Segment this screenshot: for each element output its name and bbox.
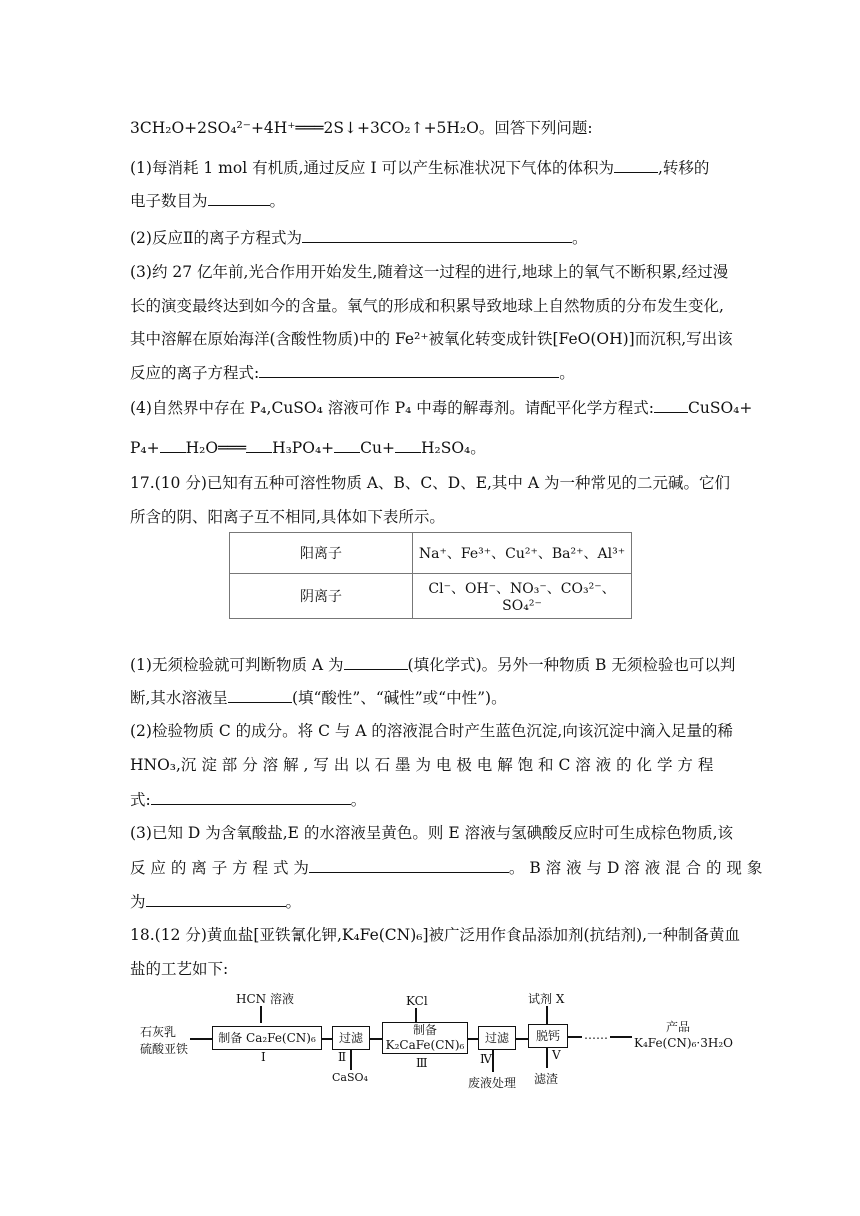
- q16-p2-text: (2)反应Ⅱ的离子方程式为: [130, 229, 302, 247]
- arrow: [546, 1006, 548, 1024]
- q17-p1-text2: (填化学式)。另外一种物质 B 无须检验也可以判: [407, 656, 736, 674]
- q17-part3-line3: [130, 891, 730, 912]
- arrow: [350, 1050, 352, 1070]
- arrow: [370, 1038, 382, 1040]
- step-decalcify: 脱钙: [528, 1024, 568, 1048]
- q16-p1-text3: 电子数目为: [130, 192, 208, 210]
- cation-list: Na⁺、Fe³⁺、Cu²⁺、Ba²⁺、Al³⁺: [413, 533, 632, 574]
- arrow: [260, 1006, 262, 1023]
- output-caso4: CaSO₄: [332, 1071, 368, 1084]
- q17-p3-text: 反 应 的 离 子 方 程 式 为: [130, 859, 309, 877]
- arrow: [415, 1008, 417, 1022]
- step3-line1: 制备: [412, 1023, 437, 1037]
- arrow: [546, 1048, 548, 1068]
- cation-label: 阳离子: [230, 533, 413, 574]
- q17-p2-text2: 。: [350, 791, 367, 809]
- step-filter-1: 过滤: [332, 1026, 370, 1050]
- answer-blank[interactable]: [151, 789, 351, 805]
- formula-term: H₃PO₄+: [272, 439, 335, 457]
- reagent-kcl: KCl: [406, 994, 428, 1008]
- q16-p3-text: 反应的离子方程式:: [130, 364, 260, 382]
- q17-part2-line2: HNO₃,沉 淀 部 分 溶 解 , 写 出 以 石 墨 为 电 极 电 解 饱 和 C 溶 液 的 化 学 方 程: [130, 756, 714, 774]
- q18-intro-line1: 18.(12 分)黄血盐[亚铁氰化钾,K₄Fe(CN)₆]被广泛用作食品添加剂(抗结剂),一种制备黄血: [130, 926, 741, 944]
- q17-p1-text3: 断,其水溶液呈: [130, 689, 228, 707]
- q16-equation: 3CH₂O+2SO₄²⁻+4H⁺═══2S↓+3CO₂↑+5H₂O。回答下列问题:: [130, 119, 593, 137]
- step-number: Ⅲ: [416, 1056, 428, 1070]
- step-number: Ⅳ: [480, 1052, 492, 1066]
- q16-part1-line2: [130, 190, 730, 211]
- q16-part3-line2: 长的演变最终达到如今的含量。氧气的形成和积累导致地球上自然物质的分布发生变化,: [130, 297, 724, 315]
- answer-blank[interactable]: [334, 437, 360, 453]
- q16-part1: [130, 157, 730, 178]
- formula-term: H₂SO₄。: [421, 439, 486, 457]
- q16-part2: [130, 227, 730, 248]
- step-prepare-ca2fecn6: 制备 Ca₂Fe(CN)₆: [212, 1026, 322, 1050]
- anion-label: 阴离子: [230, 574, 413, 619]
- ellipsis: ……: [584, 1028, 608, 1042]
- arrow: [610, 1036, 632, 1038]
- answer-blank[interactable]: [160, 437, 186, 453]
- q16-part3-line4: [130, 362, 730, 383]
- q16-part4-line2: [130, 437, 730, 458]
- q16-p1-text: (1)每消耗 1 mol 有机质,通过反应 Ⅰ 可以产生标准状况下气体的体积为: [130, 159, 614, 177]
- table-row: [230, 533, 632, 574]
- step3-line2: K₂CaFe(CN)₆: [385, 1038, 465, 1052]
- step-prepare-k2cafecn6: [382, 1022, 468, 1054]
- q17-part2-line1: (2)检验物质 C 的成分。将 C 与 A 的溶液混合时产生蓝色沉淀,向该沉淀中滴入足量的稀: [130, 722, 733, 740]
- product-label: 产品: [666, 1020, 691, 1034]
- answer-blank[interactable]: [246, 437, 272, 453]
- arrow: [190, 1038, 212, 1040]
- q17-p1-text4: (填“酸性”、“碱性”或“中性”)。: [291, 689, 507, 707]
- step-number: Ⅰ: [261, 1050, 266, 1064]
- q17-p3-text2: 。 B 溶 液 与 D 溶 液 混 合 的 现 象: [508, 859, 763, 877]
- q16-p3-text2: 。: [559, 364, 575, 382]
- q17-p2-text: 式:: [130, 791, 151, 809]
- q17-part3-line1: (3)已知 D 为含氧酸盐,E 的水溶液呈黄色。则 E 溶液与氢碘酸反应时可生成棕色物质,该: [130, 824, 734, 842]
- q17-part1-line1: [130, 654, 736, 675]
- q16-p1-text2: ,转移的: [658, 159, 710, 177]
- answer-blank[interactable]: [228, 687, 292, 703]
- process-flowchart: [140, 990, 740, 1090]
- q17-p3-text4: 。: [285, 893, 302, 911]
- output-residue: 滤渣: [534, 1072, 559, 1086]
- input-ferrous-sulfate: 硫酸亚铁: [140, 1042, 189, 1056]
- answer-blank[interactable]: [208, 190, 270, 206]
- answer-blank[interactable]: [309, 857, 509, 873]
- reagent-x: 试剂 X: [528, 992, 565, 1006]
- step-filter-2: 过滤: [478, 1026, 516, 1050]
- step-number: Ⅱ: [338, 1050, 347, 1064]
- q17-intro-line1: 17.(10 分)已知有五种可溶性物质 A、B、C、D、E,其中 A 为一种常见的二元碱。它们: [130, 474, 730, 492]
- answer-blank[interactable]: [344, 654, 408, 670]
- reagent-hcn: HCN 溶液: [236, 992, 294, 1006]
- answer-blank[interactable]: [146, 891, 286, 907]
- arrow: [568, 1036, 582, 1038]
- output-waste: 废液处理: [468, 1076, 517, 1090]
- q16-part4-line1: [130, 397, 753, 418]
- product-formula: K₄Fe(CN)₆·3H₂O: [634, 1036, 733, 1050]
- formula-term: H₂O═══: [185, 439, 247, 457]
- q17-part1-line2: [130, 687, 730, 708]
- arrow: [516, 1038, 528, 1040]
- arrow: [322, 1038, 332, 1040]
- q17-p3-text3: 为: [130, 893, 146, 911]
- q18-intro-line2: 盐的工艺如下:: [130, 960, 229, 978]
- q16-part3-line1: (3)约 27 亿年前,光合作用开始发生,随着这一过程的进行,地球上的氧气不断积累,经过漫: [130, 263, 729, 281]
- q17-intro-line2: 所含的阴、阳离子互不相同,具体如下表所示。: [130, 508, 445, 526]
- q16-p4-text: (4)自然界中存在 P₄,CuSO₄ 溶液可作 P₄ 中毒的解毒剂。请配平化学方程式:: [130, 399, 654, 417]
- q17-p1-text: (1)无须检验就可判断物质 A 为: [130, 656, 344, 674]
- arrow: [492, 1050, 494, 1072]
- answer-blank[interactable]: [259, 362, 559, 378]
- q17-part2-line3: [130, 789, 730, 810]
- ion-table: [229, 532, 632, 619]
- answer-blank[interactable]: [302, 227, 572, 243]
- answer-blank[interactable]: [654, 397, 688, 413]
- q16-part3-line3: 其中溶解在原始海洋(含酸性物质)中的 Fe²⁺被氧化转变成针铁[FeO(OH)]而沉积,写出该: [130, 330, 733, 348]
- table-row: [230, 574, 632, 619]
- formula-term: P₄+: [130, 439, 160, 457]
- answer-blank[interactable]: [395, 437, 421, 453]
- formula-term: Cu+: [360, 439, 395, 457]
- step-number: Ⅴ: [552, 1048, 561, 1062]
- q16-p4-text2: CuSO₄+: [687, 399, 753, 417]
- q16-p2-text2: 。: [572, 229, 588, 247]
- q16-p1-text4: 。: [269, 192, 286, 210]
- input-lime: 石灰乳: [140, 1025, 177, 1039]
- arrow: [468, 1038, 478, 1040]
- q17-part3-line2: [130, 857, 763, 878]
- anion-list: Cl⁻、OH⁻、NO₃⁻、CO₃²⁻、SO₄²⁻: [413, 574, 632, 619]
- answer-blank[interactable]: [614, 157, 658, 173]
